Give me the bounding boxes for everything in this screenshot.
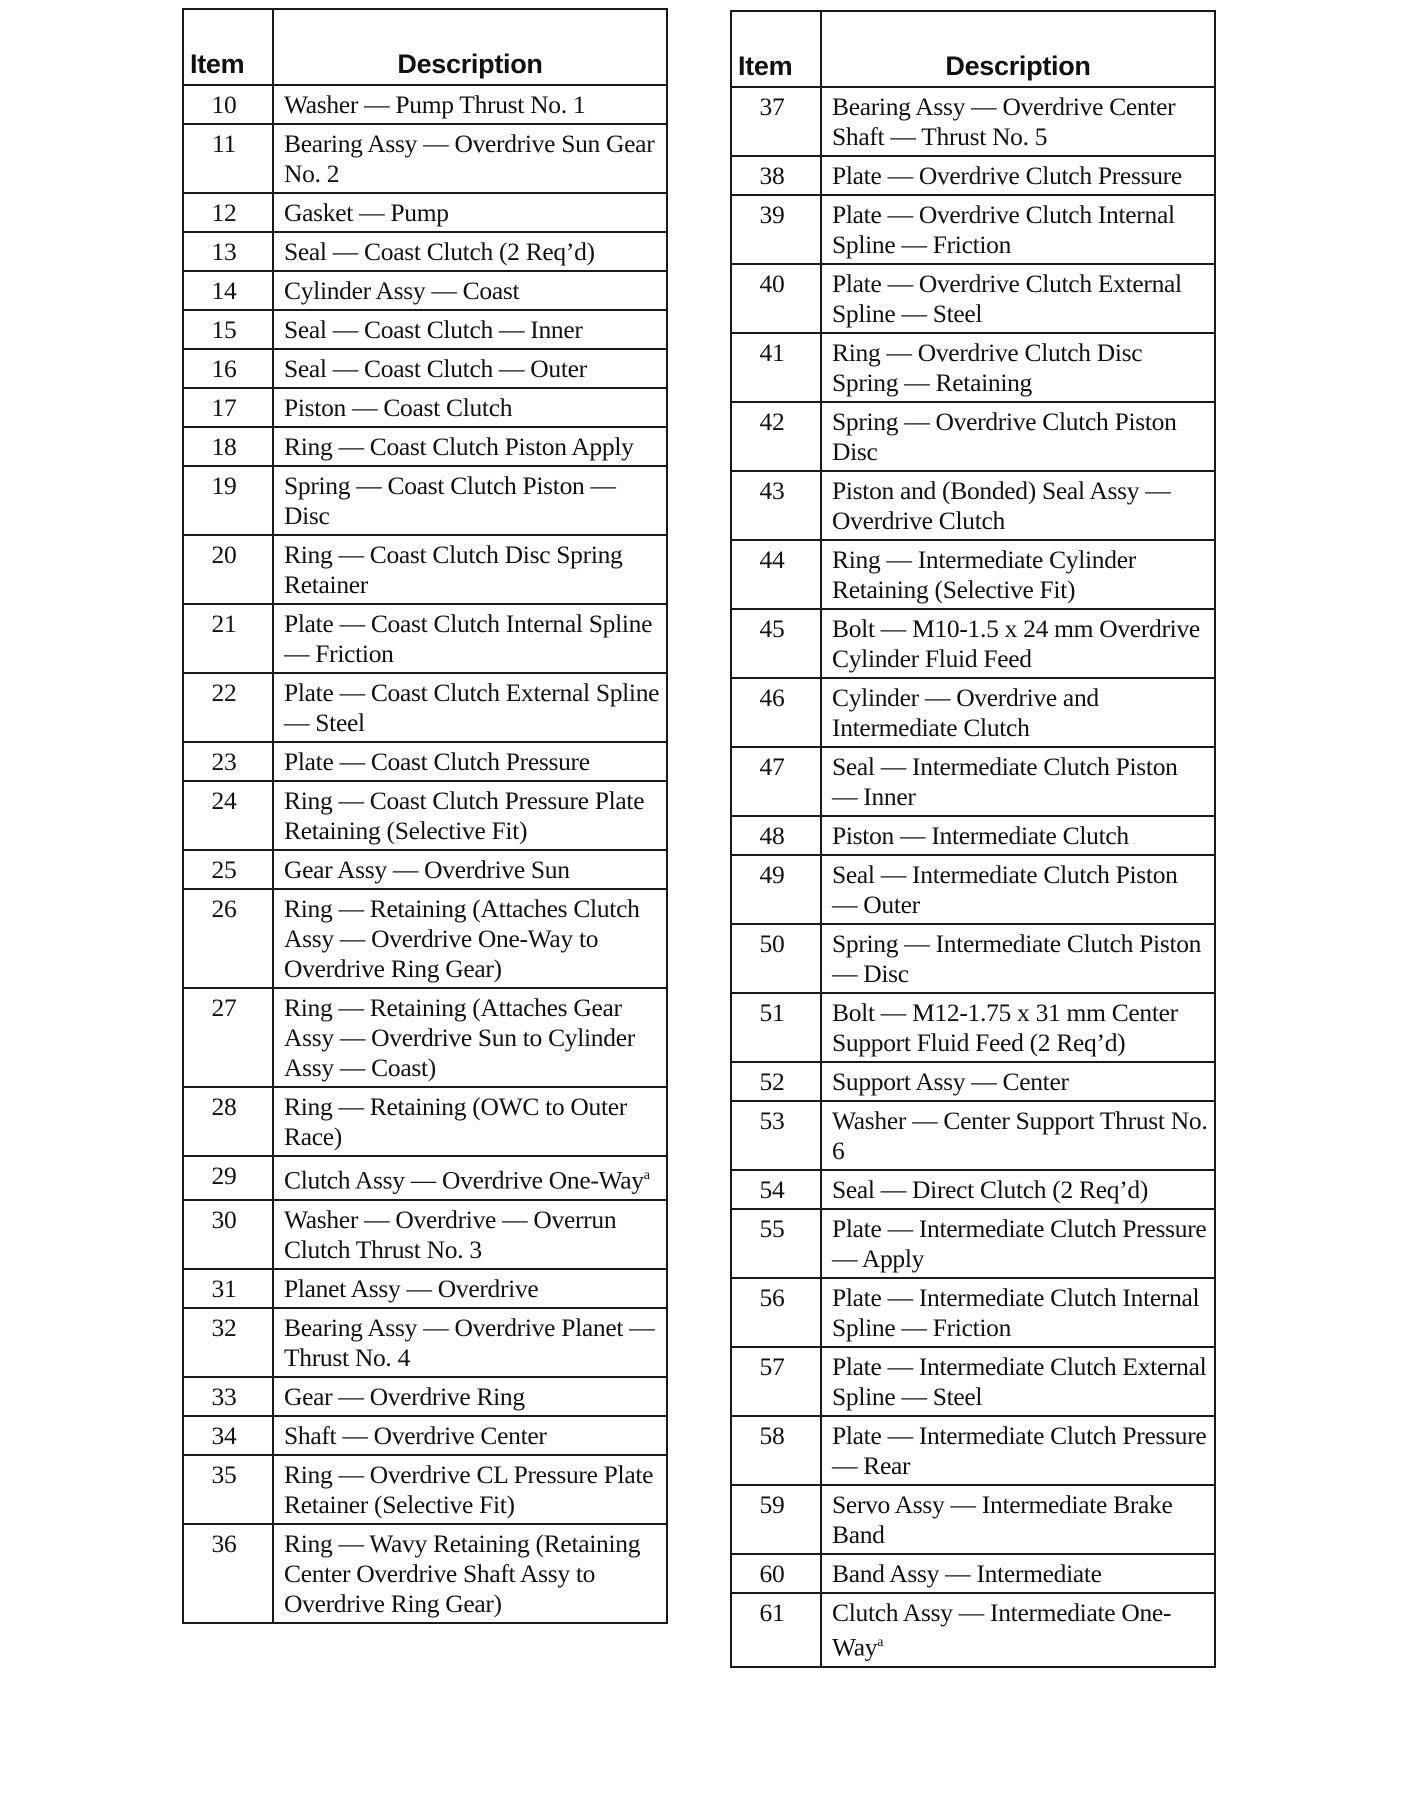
item-description-text: Plate — Intermediate Clutch Pressure — Apply [832, 1214, 1207, 1273]
item-number: 44 [731, 540, 821, 609]
table-row [183, 466, 667, 535]
table-row [731, 1554, 1215, 1593]
item-number: 17 [183, 388, 273, 427]
item-number: 16 [183, 349, 273, 388]
item-number: 34 [183, 1416, 273, 1455]
item-description-text: Cylinder — Overdrive and Intermediate Clutch [832, 683, 1099, 742]
item-description-text: Clutch Assy — Overdrive One-Way [284, 1165, 644, 1195]
item-number: 10 [183, 85, 273, 124]
item-description [273, 1416, 667, 1455]
item-description-text: Cylinder Assy — Coast [284, 276, 520, 305]
table-row [183, 1377, 667, 1416]
table-row [183, 742, 667, 781]
item-description-text: Seal — Intermediate Clutch Piston — Outer [832, 860, 1178, 919]
item-description-text: Ring — Retaining (Attaches Clutch Assy — Overdrive One-Way to Overdrive Ring Gear) [284, 894, 640, 983]
table-row [731, 195, 1215, 264]
table-row [183, 124, 667, 193]
item-description [273, 988, 667, 1087]
item-description-text: Ring — Retaining (OWC to Outer Race) [284, 1092, 627, 1151]
table-row [183, 1200, 667, 1269]
item-number: 26 [183, 889, 273, 988]
item-column-header: Item [183, 9, 273, 85]
item-number: 51 [731, 993, 821, 1062]
table-row [731, 333, 1215, 402]
item-description-text: Plate — Overdrive Clutch External Spline — Steel [832, 269, 1182, 328]
item-description-text: Seal — Coast Clutch — Inner [284, 315, 583, 344]
table-row [183, 388, 667, 427]
table-row [731, 1170, 1215, 1209]
item-description-text: Ring — Overdrive CL Pressure Plate Retainer (Selective Fit) [284, 1459, 654, 1519]
table-row [183, 1455, 667, 1524]
description-column-header: Description [273, 9, 667, 85]
item-description [821, 333, 1215, 402]
item-number: 27 [183, 988, 273, 1087]
item-description [821, 816, 1215, 855]
item-number: 53 [731, 1101, 821, 1170]
item-description-text: Shaft — Overdrive Center [284, 1420, 547, 1450]
item-description-text: Ring — Coast Clutch Disc Spring Retainer [284, 540, 623, 599]
item-description [273, 604, 667, 673]
item-description-text: Plate — Overdrive Clutch Internal Spline — Friction [832, 200, 1175, 259]
item-number: 23 [183, 742, 273, 781]
item-number: 21 [183, 604, 273, 673]
table-row [183, 673, 667, 742]
item-description [273, 349, 667, 388]
table-row [183, 232, 667, 271]
item-description-text: Bearing Assy — Overdrive Center Shaft — Thrust No. 5 [832, 92, 1176, 151]
table-row [183, 1416, 667, 1455]
item-description [273, 388, 667, 427]
item-description [273, 889, 667, 988]
item-description-text: Gear — Overdrive Ring [284, 1381, 525, 1411]
item-description [273, 232, 667, 271]
table-row [731, 747, 1215, 816]
table-row [183, 535, 667, 604]
item-description [273, 1524, 667, 1623]
table-row [183, 310, 667, 349]
item-description-text: Piston — Intermediate Clutch [832, 821, 1129, 850]
item-number: 24 [183, 781, 273, 850]
item-description-text: Piston and (Bonded) Seal Assy — Overdrive Clutch [832, 476, 1171, 535]
table-row [731, 1062, 1215, 1101]
item-number: 19 [183, 466, 273, 535]
item-description [273, 427, 667, 466]
item-description-text: Ring — Overdrive Clutch Disc Spring — Retaining [832, 338, 1143, 397]
item-number: 58 [731, 1416, 821, 1485]
table-row [731, 816, 1215, 855]
item-description [273, 1087, 667, 1156]
item-description [821, 195, 1215, 264]
item-description [273, 1200, 667, 1269]
item-number: 61 [731, 1593, 821, 1667]
table-row [731, 855, 1215, 924]
item-number: 41 [731, 333, 821, 402]
item-number: 54 [731, 1170, 821, 1209]
item-description-text: Plate — Overdrive Clutch Pressure [832, 161, 1182, 190]
item-number: 25 [183, 850, 273, 889]
item-description-text: Ring — Retaining (Attaches Gear Assy — Overdrive Sun to Cylinder Assy — Coast) [284, 993, 635, 1082]
item-number: 35 [183, 1455, 273, 1524]
item-number: 56 [731, 1278, 821, 1347]
item-description [273, 466, 667, 535]
item-description-text: Bolt — M12-1.75 x 31 mm Center Support Fluid Feed (2 Req’d) [832, 998, 1178, 1057]
item-description-text: Bolt — M10-1.5 x 24 mm Overdrive Cylinder Fluid Feed [832, 614, 1200, 673]
item-description-text: Plate — Coast Clutch Internal Spline — Friction [284, 609, 653, 668]
item-number: 31 [183, 1269, 273, 1308]
item-description-text: Washer — Pump Thrust No. 1 [284, 90, 586, 119]
table-row [183, 781, 667, 850]
item-description-text: Piston — Coast Clutch [284, 393, 513, 422]
item-description [273, 1455, 667, 1524]
item-number: 12 [183, 193, 273, 232]
item-description [821, 1170, 1215, 1209]
item-description [821, 1209, 1215, 1278]
item-description [273, 271, 667, 310]
item-description-text: Support Assy — Center [832, 1067, 1069, 1096]
item-description-text: Washer — Overdrive — Overrun Clutch Thrust No. 3 [284, 1204, 617, 1264]
item-description [273, 310, 667, 349]
item-number: 15 [183, 310, 273, 349]
item-number: 20 [183, 535, 273, 604]
table-row [731, 1485, 1215, 1554]
item-description [821, 1593, 1215, 1667]
item-description-text: Plate — Intermediate Clutch External Spline — Steel [832, 1352, 1207, 1411]
item-description-text: Planet Assy — Overdrive [284, 1273, 539, 1303]
item-description-text: Seal — Intermediate Clutch Piston — Inner [832, 752, 1178, 811]
item-description-text: Spring — Intermediate Clutch Piston — Disc [832, 929, 1202, 988]
item-description-text: Spring — Overdrive Clutch Piston Disc [832, 407, 1177, 466]
item-number: 60 [731, 1554, 821, 1593]
item-number: 28 [183, 1087, 273, 1156]
table-row [731, 1209, 1215, 1278]
table-row [731, 402, 1215, 471]
item-number: 50 [731, 924, 821, 993]
item-description [821, 264, 1215, 333]
table-row [183, 988, 667, 1087]
footnote-marker: a [643, 1168, 650, 1183]
table-row [183, 850, 667, 889]
item-number: 49 [731, 855, 821, 924]
table-row [731, 1593, 1215, 1667]
item-description-text: Washer — Center Support Thrust No. 6 [832, 1106, 1208, 1165]
table-row [183, 1308, 667, 1377]
item-description-text: Seal — Coast Clutch — Outer [284, 354, 587, 383]
item-number: 36 [183, 1524, 273, 1623]
item-description [273, 742, 667, 781]
item-description-text: Plate — Intermediate Clutch Internal Spline — Friction [832, 1283, 1200, 1342]
table-row [731, 471, 1215, 540]
item-description-text: Servo Assy — Intermediate Brake Band [832, 1490, 1173, 1549]
item-description [821, 471, 1215, 540]
item-number: 59 [731, 1485, 821, 1554]
item-number: 39 [731, 195, 821, 264]
item-description-text: Gear Assy — Overdrive Sun [284, 855, 570, 884]
item-description [273, 673, 667, 742]
item-description-text: Bearing Assy — Overdrive Planet — Thrust No. 4 [284, 1312, 655, 1372]
table-row [183, 427, 667, 466]
item-description [273, 1269, 667, 1308]
table-row [183, 604, 667, 673]
item-description-text: Band Assy — Intermediate [832, 1559, 1102, 1588]
table-row [183, 1087, 667, 1156]
table-row [731, 156, 1215, 195]
table-row [731, 678, 1215, 747]
footnote-marker: a [877, 1635, 884, 1650]
parts-table-right [730, 10, 1216, 1668]
item-description [821, 678, 1215, 747]
table-row [731, 1347, 1215, 1416]
item-description [821, 1347, 1215, 1416]
item-description [821, 402, 1215, 471]
table-row [183, 193, 667, 232]
item-number: 37 [731, 87, 821, 156]
item-number: 22 [183, 673, 273, 742]
item-description [273, 535, 667, 604]
item-number: 43 [731, 471, 821, 540]
item-number: 46 [731, 678, 821, 747]
item-description-text: Clutch Assy — Intermediate One-Way [832, 1598, 1172, 1662]
item-number: 33 [183, 1377, 273, 1416]
table-row [183, 889, 667, 988]
table-row [183, 1269, 667, 1308]
item-number: 52 [731, 1062, 821, 1101]
item-number: 57 [731, 1347, 821, 1416]
item-description [273, 85, 667, 124]
item-description [821, 747, 1215, 816]
item-number: 45 [731, 609, 821, 678]
item-description [273, 850, 667, 889]
item-description [273, 193, 667, 232]
item-number: 32 [183, 1308, 273, 1377]
item-description [821, 1278, 1215, 1347]
table-row [731, 1416, 1215, 1485]
item-description [821, 1416, 1215, 1485]
table-row [731, 540, 1215, 609]
item-number: 18 [183, 427, 273, 466]
item-description [273, 124, 667, 193]
item-description [821, 1485, 1215, 1554]
description-column-header: Description [821, 11, 1215, 87]
item-number: 40 [731, 264, 821, 333]
item-description-text: Plate — Intermediate Clutch Pressure — Rear [832, 1421, 1207, 1480]
item-description [821, 1101, 1215, 1170]
header-row [731, 11, 1215, 87]
table-row [183, 85, 667, 124]
item-number: 30 [183, 1200, 273, 1269]
item-description [273, 1308, 667, 1377]
item-number: 14 [183, 271, 273, 310]
item-number: 55 [731, 1209, 821, 1278]
item-number: 38 [731, 156, 821, 195]
item-description-text: Ring — Intermediate Cylinder Retaining (Selective Fit) [832, 545, 1136, 604]
table-row [731, 993, 1215, 1062]
table-row [731, 924, 1215, 993]
item-description-text: Plate — Coast Clutch Pressure [284, 747, 590, 776]
item-description [821, 1062, 1215, 1101]
item-description-text: Ring — Coast Clutch Piston Apply [284, 432, 634, 461]
table-row [731, 1101, 1215, 1170]
item-number: 47 [731, 747, 821, 816]
item-description [821, 156, 1215, 195]
item-column-header: Item [731, 11, 821, 87]
table-row [183, 1524, 667, 1623]
item-description [821, 924, 1215, 993]
table-row [183, 1156, 667, 1200]
item-number: 29 [183, 1156, 273, 1200]
item-description [821, 609, 1215, 678]
item-description [273, 1377, 667, 1416]
table-row [183, 349, 667, 388]
item-number: 13 [183, 232, 273, 271]
item-description [273, 781, 667, 850]
item-number: 42 [731, 402, 821, 471]
item-description-text: Bearing Assy — Overdrive Sun Gear No. 2 [284, 129, 655, 188]
table-row [731, 1278, 1215, 1347]
item-description [821, 855, 1215, 924]
table-row [731, 264, 1215, 333]
item-description-text: Ring — Wavy Retaining (Retaining Center Overdrive Shaft Assy to Overdrive Ring Gear) [284, 1528, 641, 1618]
item-description [821, 87, 1215, 156]
item-description [821, 540, 1215, 609]
item-description-text: Plate — Coast Clutch External Spline — Steel [284, 678, 660, 737]
item-number: 48 [731, 816, 821, 855]
table-row [731, 609, 1215, 678]
item-description [821, 993, 1215, 1062]
item-description-text: Seal — Direct Clutch (2 Req’d) [832, 1175, 1149, 1204]
table-row [731, 87, 1215, 156]
header-row [183, 9, 667, 85]
item-description-text: Spring — Coast Clutch Piston — Disc [284, 471, 616, 530]
item-description-text: Gasket — Pump [284, 198, 449, 227]
item-number: 11 [183, 124, 273, 193]
item-description-text: Ring — Coast Clutch Pressure Plate Retaining (Selective Fit) [284, 786, 645, 845]
parts-table-left [182, 8, 668, 1624]
table-row [183, 271, 667, 310]
item-description-text: Seal — Coast Clutch (2 Req’d) [284, 237, 595, 266]
item-description [273, 1156, 667, 1200]
item-description [821, 1554, 1215, 1593]
